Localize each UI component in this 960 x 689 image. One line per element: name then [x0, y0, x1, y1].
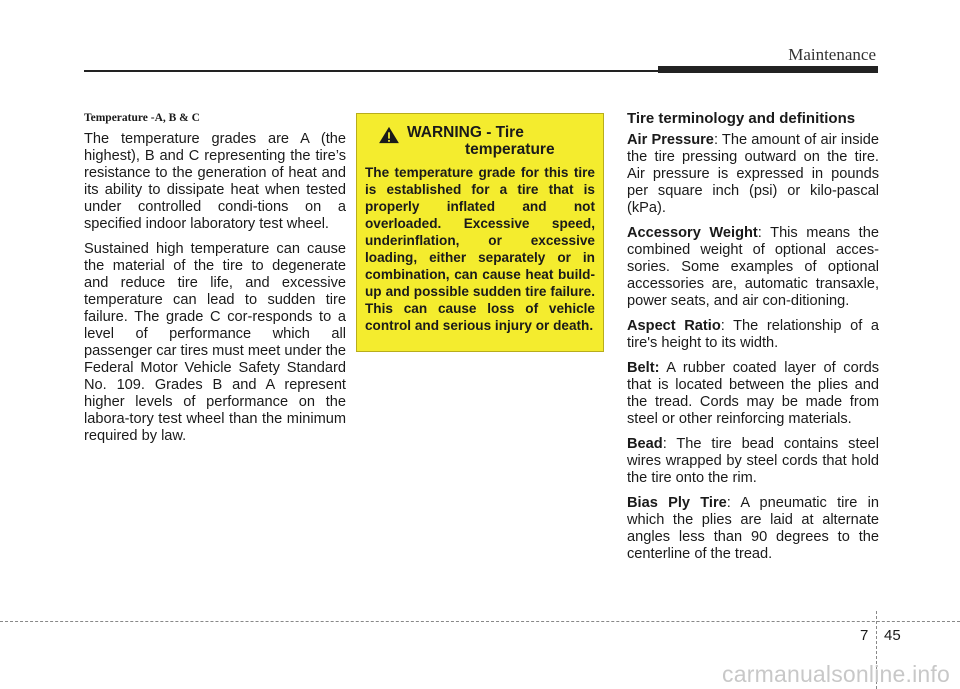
definition-item: Air Pressure: The amount of air inside the tire pressing outward on the tire. Air pressure is expressed in pounds per square inch (psi) or kilo-pascal (kPa).	[627, 132, 879, 216]
column-terminology	[627, 110, 879, 571]
warning-title	[365, 124, 595, 158]
header-rule-accent	[658, 66, 878, 73]
terminology-heading: Tire terminology and definitions	[627, 110, 856, 127]
term-definition: The tire bead contains steel wires wrapped by steel cords that hold the tire onto the rim.	[627, 436, 879, 486]
paragraph: Sustained high temperature can cause the material of the tire to degenerate and reduce tire life, and excessive temperature can lead to sudden tire failure. The grade C cor-responds to a level of performance which all passenger car tires must meet under the Federal Motor Vehicle Safety Standard No. 109. Grades B and A represent higher levels of performance on the labora-tory test wheel than the minimum required by law.	[84, 241, 347, 444]
footer-rule	[0, 621, 960, 622]
definition-item: Accessory Weight: This means the combined weight of optional acces-sories. Some examples of optional accessories are, automatic transaxle, power seats, and air con-ditioning.	[627, 225, 879, 309]
term-definition: The amount of air inside the tire pressing outward on the tire. Air pressure is expressed in pounds per square inch (psi) or kilo-pascal (kPa).	[627, 132, 879, 216]
term-label: Air Pressure	[627, 132, 714, 148]
definition-item: Bias Ply Tire: A pneumatic tire in which the plies are laid at alternate angles less than 90 degrees to the centerline of the tread.	[627, 495, 880, 562]
header-rule	[84, 70, 664, 72]
term-label: Bead	[627, 436, 663, 452]
warning-body: The temperature grade for this tire is established for a tire that is properly inflated and not overloaded. Excessive speed, underinflation, or excessive loading, either separately or in combination, can cause heat build-up and possible sudden tire failure. This can cause loss of vehicle control and serious injury or death.	[365, 165, 595, 333]
term-definition: The relationship of a tire's height to its width.	[627, 318, 879, 351]
warning-title-line1: WARNING - Tire	[407, 124, 524, 141]
paragraph: The temperature grades are A (the highest), B and C representing the tire’s resistance to the generation of heat and its ability to dissipate heat when tested under controlled condi-tions on a specified indoor laboratory test wheel.	[84, 131, 346, 232]
page-header-title: Maintenance	[788, 45, 876, 64]
term-definition: A rubber coated layer of cords that is located between the plies and the tread. Cords may be made from steel or other reinforcing materials.	[627, 360, 879, 427]
term-definition: This means the combined weight of optional acces-sories. Some examples of optional accessories are, automatic transaxle, power seats, and air con-ditioning.	[627, 225, 879, 309]
term-label: Accessory Weight	[627, 225, 758, 241]
section-heading: Temperature -A, B & C	[84, 112, 200, 124]
watermark: carmanualsonline.info	[722, 661, 950, 687]
warning-box	[356, 113, 604, 352]
definition-item: Bead: The tire bead contains steel wires wrapped by steel cords that hold the tire onto the rim.	[627, 436, 879, 486]
term-label: Bias Ply Tire	[627, 495, 727, 511]
definition-item: Aspect Ratio: The relationship of a tire's height to its width.	[627, 318, 879, 351]
definition-item	[627, 360, 879, 428]
chapter-number: 7	[860, 627, 869, 644]
term-label: Aspect Ratio	[627, 318, 721, 334]
column-temperature	[84, 110, 346, 453]
page-number: 45	[884, 627, 901, 644]
warning-triangle-icon	[377, 126, 401, 144]
warning-title-line2: temperature	[465, 141, 555, 158]
term-definition: A pneumatic tire in which the plies are laid at alternate angles less than 90 degrees to the centerline of the tread.	[627, 495, 880, 562]
term-label: Belt:	[627, 360, 660, 376]
